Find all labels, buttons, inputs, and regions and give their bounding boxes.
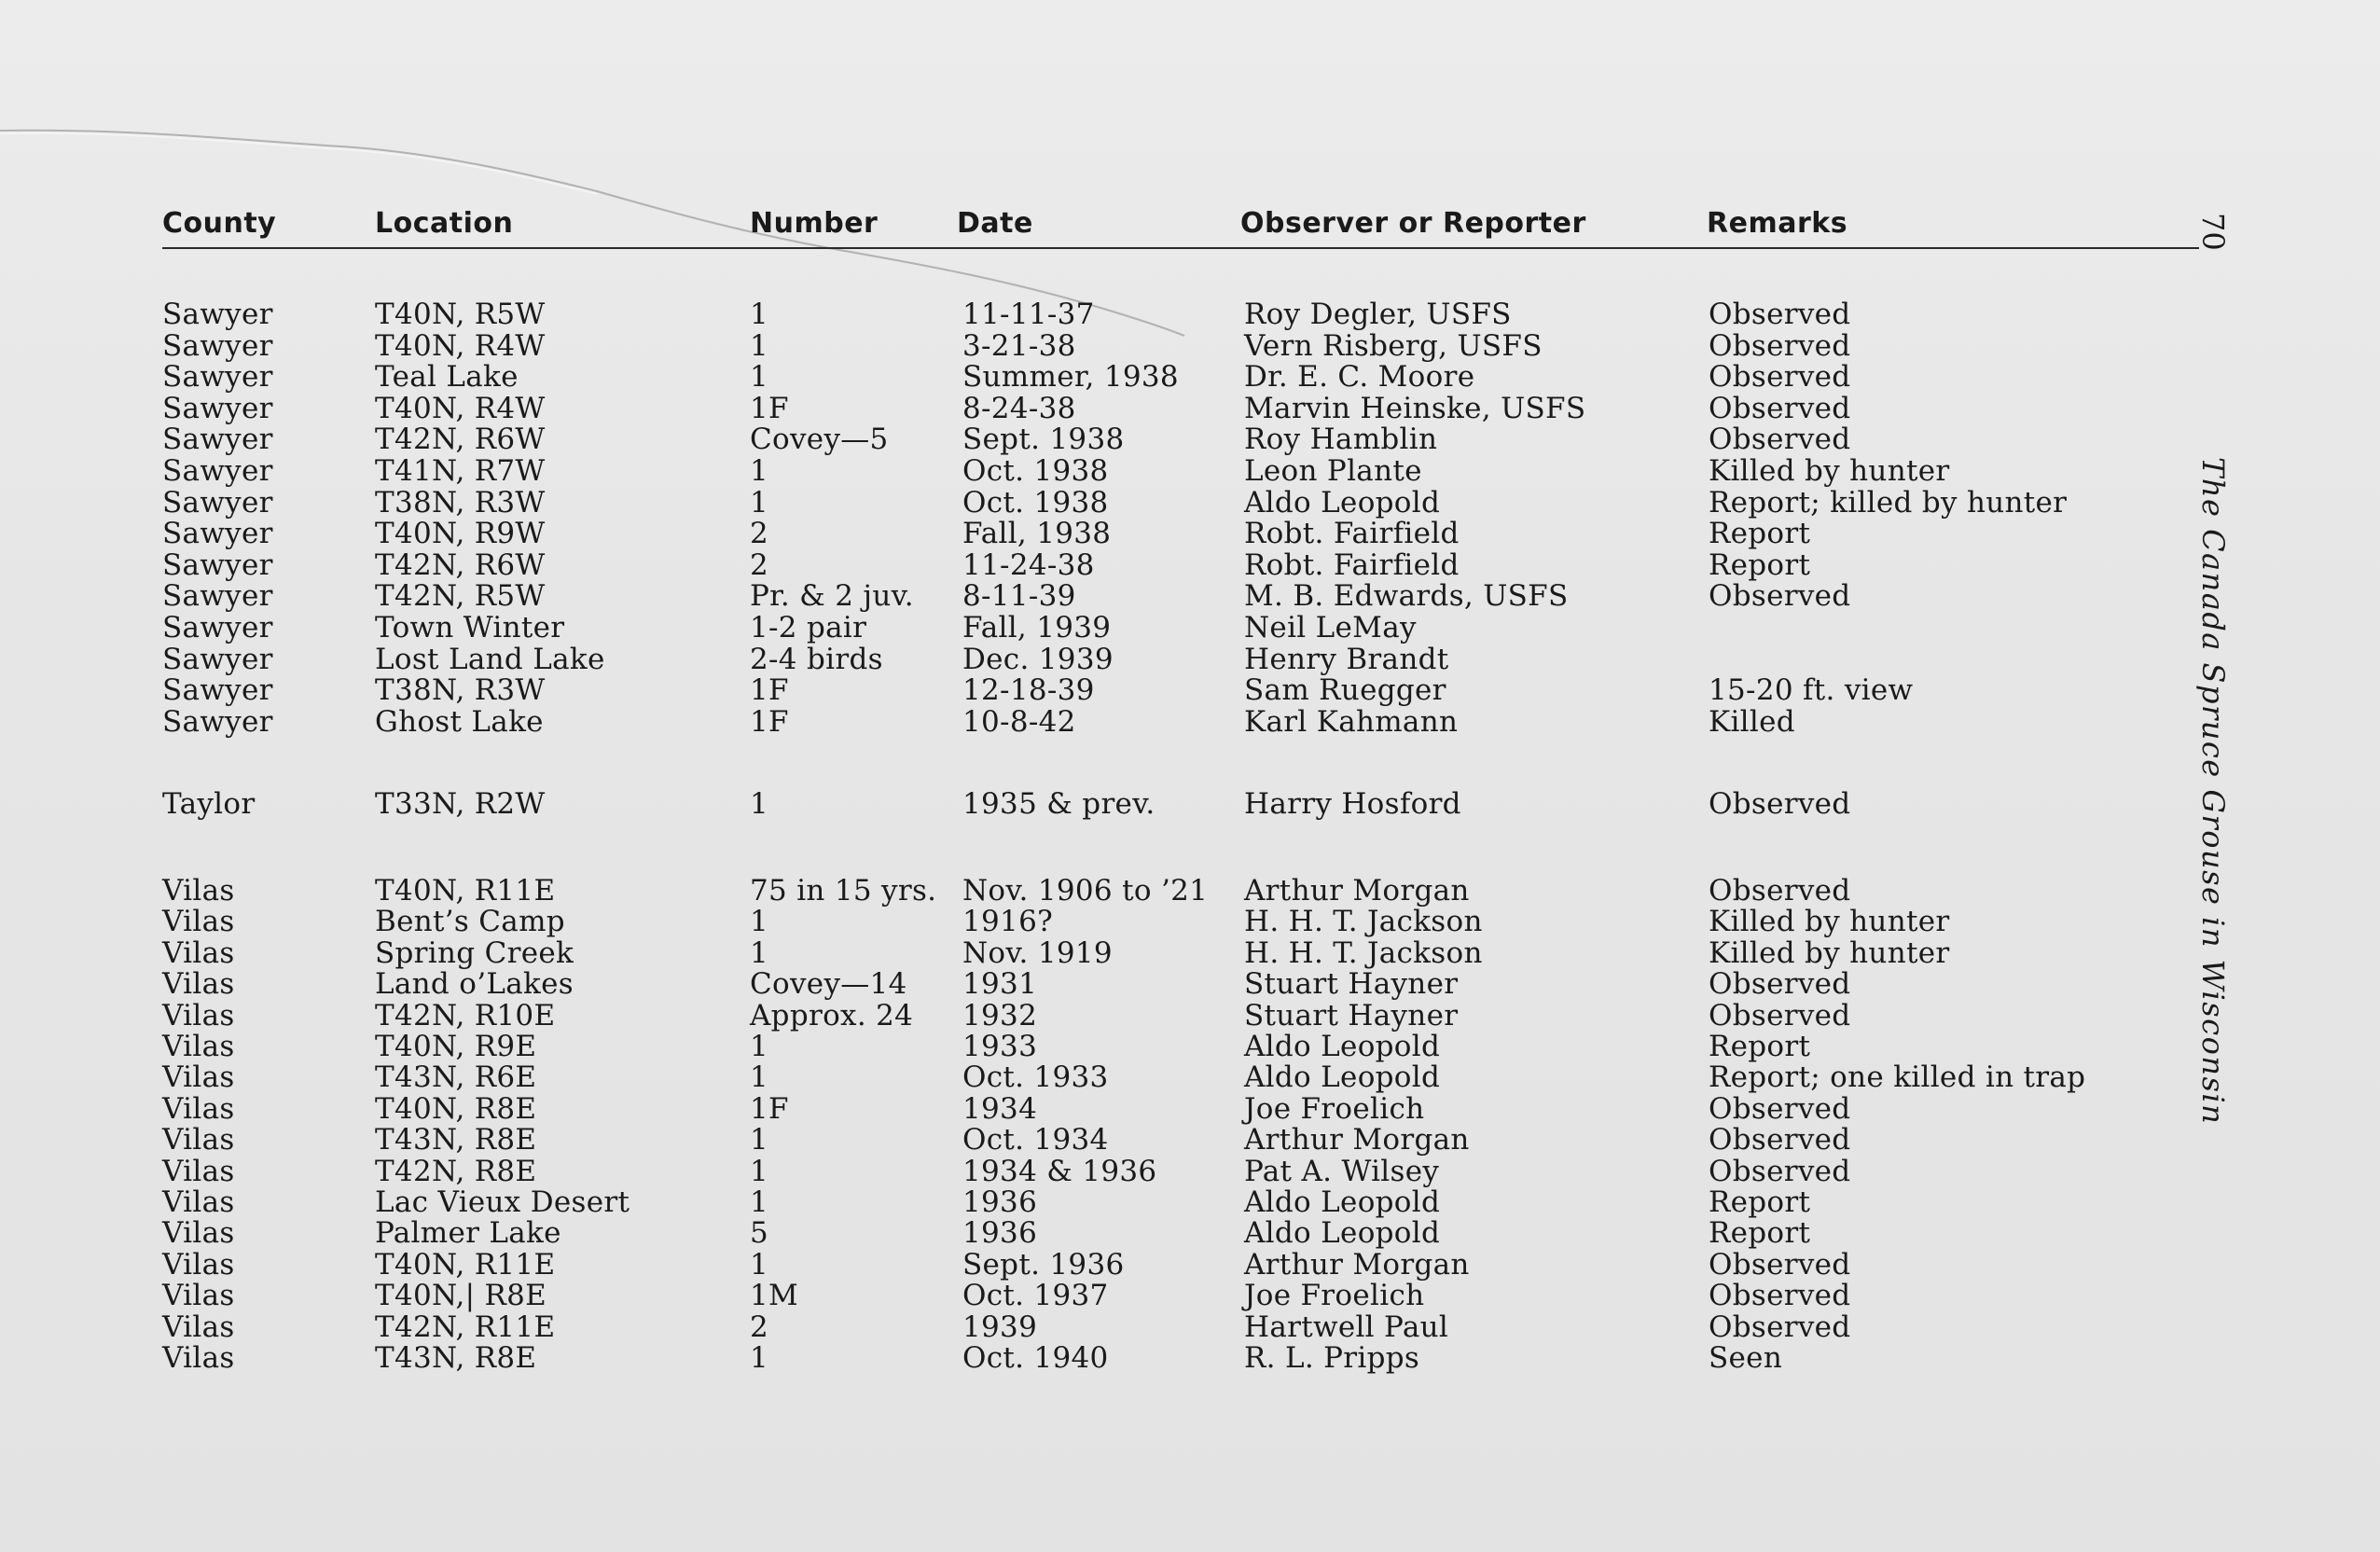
table-row [0, 487, 2380, 519]
header-observer: Observer or Reporter [1240, 207, 1586, 240]
table-row [0, 875, 2380, 907]
date-cell: 3-21-38 [962, 328, 1076, 363]
remarks-cell: Observed [1709, 579, 1851, 614]
number-cell: Covey—5 [750, 423, 889, 457]
location-cell: Ghost Lake [375, 704, 544, 739]
table-row [0, 968, 2380, 1000]
number-cell: 2 [750, 517, 769, 551]
observer-cell: Aldo Leopold [1244, 1030, 1441, 1063]
number-cell: 1 [750, 1185, 769, 1219]
location-cell: T42N, R6W [375, 547, 546, 582]
observer-cell: Sam Ruegger [1244, 673, 1446, 708]
remarks-cell: Killed by hunter [1709, 454, 1950, 488]
number-cell: 1M [750, 1279, 799, 1313]
number-cell: 75 in 15 yrs. [750, 874, 937, 908]
remarks-cell: Observed [1709, 328, 1851, 363]
date-cell: Sept. 1936 [962, 1247, 1125, 1282]
location-cell: T42N, R8E [375, 1154, 537, 1188]
county-cell: Vilas [162, 905, 235, 939]
location-cell: T40N, R8E [375, 1091, 537, 1126]
remarks-cell: Observed [1709, 967, 1851, 1002]
date-cell: 1933 [962, 1030, 1038, 1063]
number-cell: 1 [750, 485, 769, 520]
header-remarks: Remarks [1707, 207, 1848, 240]
number-cell: 1 [750, 787, 769, 821]
header-rule [162, 247, 2199, 249]
number-cell: 1 [750, 935, 769, 970]
location-cell: Lac Vieux Desert [375, 1185, 630, 1219]
number-cell: 2 [750, 547, 769, 582]
number-cell: 1 [750, 1341, 769, 1375]
county-cell: Vilas [162, 1185, 235, 1219]
date-cell: Fall, 1938 [962, 517, 1112, 551]
table-header [0, 207, 2380, 244]
remarks-cell: Observed [1709, 998, 1851, 1032]
county-cell: Vilas [162, 1279, 235, 1313]
table-row [0, 788, 2380, 820]
observer-cell: Arthur Morgan [1244, 1247, 1470, 1282]
date-cell: 1934 [962, 1091, 1038, 1126]
county-cell: Sawyer [162, 391, 273, 425]
header-number: Number [750, 207, 879, 240]
location-cell: T40N, R11E [375, 1247, 556, 1282]
location-cell: T41N, R7W [375, 454, 546, 488]
location-cell: T40N, R9W [375, 517, 546, 551]
observer-cell: Roy Hamblin [1244, 423, 1438, 457]
county-cell: Sawyer [162, 642, 273, 676]
remarks-cell: Observed [1709, 1154, 1851, 1188]
observer-cell: Harry Hosford [1244, 787, 1461, 821]
county-cell: Sawyer [162, 704, 273, 739]
observer-cell: Marvin Heinske, USFS [1244, 391, 1586, 425]
date-cell: Fall, 1939 [962, 611, 1112, 644]
county-cell: Sawyer [162, 673, 273, 708]
location-cell: T33N, R2W [375, 787, 546, 821]
county-cell: Vilas [162, 998, 235, 1032]
number-cell: Approx. 24 [750, 998, 914, 1032]
date-cell: Oct. 1937 [962, 1279, 1109, 1313]
number-cell: Covey—14 [750, 967, 907, 1002]
date-cell: 1934 & 1936 [962, 1154, 1157, 1188]
remarks-cell: Report [1709, 1185, 1811, 1219]
remarks-cell: Report; one killed in trap [1709, 1060, 2086, 1095]
date-cell: Nov. 1906 to ’21 [962, 874, 1209, 908]
date-cell: 12-18-39 [962, 673, 1095, 708]
date-cell: 11-24-38 [962, 547, 1095, 582]
remarks-cell: Observed [1709, 1123, 1851, 1157]
county-cell: Vilas [162, 935, 235, 970]
remarks-cell: Observed [1709, 1279, 1851, 1313]
remarks-cell: Killed by hunter [1709, 905, 1950, 939]
table-row [0, 330, 2380, 362]
location-cell: Town Winter [375, 611, 565, 644]
number-cell: 1 [750, 454, 769, 488]
table-row [0, 549, 2380, 581]
table-row [0, 906, 2380, 937]
remarks-cell: Observed [1709, 423, 1851, 457]
location-cell: Teal Lake [375, 360, 519, 395]
number-cell: 1 [750, 905, 769, 939]
header-county: County [162, 207, 277, 240]
location-cell: T40N, R4W [375, 391, 546, 425]
remarks-cell: Observed [1709, 787, 1851, 821]
table-row [0, 298, 2380, 330]
table-row [0, 1156, 2380, 1187]
observer-cell: Aldo Leopold [1244, 1060, 1441, 1095]
observer-cell: Roy Degler, USFS [1244, 298, 1512, 331]
remarks-cell: Killed by hunter [1709, 935, 1950, 970]
location-cell: T38N, R3W [375, 673, 546, 708]
location-cell: T43N, R6E [375, 1060, 537, 1095]
location-cell: Spring Creek [375, 935, 574, 970]
county-cell: Sawyer [162, 547, 273, 582]
location-cell: T42N, R6W [375, 423, 546, 457]
header-date: Date [957, 207, 1033, 240]
date-cell: Sept. 1938 [962, 423, 1125, 457]
date-cell: 1939 [962, 1310, 1038, 1344]
location-cell: T40N,| R8E [375, 1279, 547, 1313]
observer-cell: Neil LeMay [1244, 611, 1417, 644]
remarks-cell: Report [1709, 1216, 1811, 1251]
location-cell: T40N, R11E [375, 874, 556, 908]
observer-cell: Stuart Hayner [1244, 998, 1459, 1032]
number-cell: 1 [750, 360, 769, 395]
county-cell: Vilas [162, 1154, 235, 1188]
observer-cell: Vern Risberg, USFS [1244, 328, 1543, 363]
number-cell: 1F [750, 391, 789, 425]
county-cell: Sawyer [162, 328, 273, 363]
table-row [0, 674, 2380, 706]
date-cell: 10-8-42 [962, 704, 1076, 739]
county-cell: Vilas [162, 1091, 235, 1126]
table-row [0, 1342, 2380, 1374]
number-cell: 1 [750, 1060, 769, 1095]
location-cell: T40N, R4W [375, 328, 546, 363]
number-cell: 1F [750, 704, 789, 739]
observer-cell: Robt. Fairfield [1244, 517, 1460, 551]
number-cell: 1 [750, 298, 769, 331]
remarks-cell: Report; killed by hunter [1709, 485, 2068, 520]
number-cell: 1 [750, 1247, 769, 1282]
date-cell: Summer, 1938 [962, 360, 1179, 395]
table-row [0, 644, 2380, 675]
observer-cell: Joe Froelich [1244, 1279, 1425, 1313]
date-cell: 8-11-39 [962, 579, 1076, 614]
table-row [0, 1093, 2380, 1125]
table-row [0, 1186, 2380, 1218]
observer-cell: M. B. Edwards, USFS [1244, 579, 1569, 614]
observer-cell: Aldo Leopold [1244, 1185, 1441, 1219]
number-cell: 1 [750, 328, 769, 363]
county-cell: Sawyer [162, 298, 273, 331]
location-cell: T42N, R10E [375, 998, 556, 1032]
number-cell: 5 [750, 1216, 769, 1251]
remarks-cell: Observed [1709, 1091, 1851, 1126]
date-cell: 1931 [962, 967, 1038, 1002]
header-location: Location [375, 207, 514, 240]
location-cell: Bent’s Camp [375, 905, 565, 939]
location-cell: T42N, R11E [375, 1310, 556, 1344]
table-row [0, 937, 2380, 969]
county-cell: Vilas [162, 1060, 235, 1095]
date-cell: Oct. 1938 [962, 454, 1109, 488]
observer-cell: Dr. E. C. Moore [1244, 360, 1475, 395]
table-row [0, 706, 2380, 738]
remarks-cell: Killed [1709, 704, 1795, 739]
remarks-cell: Observed [1709, 1247, 1851, 1282]
number-cell: Pr. & 2 juv. [750, 579, 914, 614]
observer-cell: Pat A. Wilsey [1244, 1154, 1440, 1188]
date-cell: Oct. 1938 [962, 485, 1109, 520]
remarks-cell: Seen [1709, 1341, 1783, 1375]
observer-cell: Aldo Leopold [1244, 485, 1441, 520]
remarks-cell: Report [1709, 547, 1811, 582]
observer-cell: Karl Kahmann [1244, 704, 1459, 739]
table-row [0, 612, 2380, 644]
date-cell: Oct. 1934 [962, 1123, 1109, 1157]
location-cell: T43N, R8E [375, 1123, 537, 1157]
remarks-cell: Observed [1709, 298, 1851, 331]
table-row [0, 1000, 2380, 1032]
observer-cell: R. L. Pripps [1244, 1341, 1420, 1375]
table-row [0, 393, 2380, 424]
county-cell: Sawyer [162, 579, 273, 614]
location-cell: Lost Land Lake [375, 642, 605, 676]
county-cell: Taylor [162, 787, 256, 821]
number-cell: 1 [750, 1123, 769, 1157]
county-cell: Sawyer [162, 611, 273, 644]
observer-cell: Arthur Morgan [1244, 1123, 1470, 1157]
observer-cell: Leon Plante [1244, 454, 1422, 488]
table-row [0, 1311, 2380, 1343]
table-row [0, 423, 2380, 455]
county-cell: Vilas [162, 1341, 235, 1375]
county-cell: Sawyer [162, 360, 273, 395]
observer-cell: Joe Froelich [1244, 1091, 1425, 1126]
date-cell: Nov. 1919 [962, 935, 1113, 970]
county-cell: Vilas [162, 1030, 235, 1063]
date-cell: 1932 [962, 998, 1038, 1032]
county-cell: Vilas [162, 1247, 235, 1282]
remarks-cell: 15-20 ft. view [1709, 673, 1914, 708]
location-cell: T40N, R9E [375, 1030, 537, 1063]
date-cell: Oct. 1933 [962, 1060, 1109, 1095]
observer-cell: Robt. Fairfield [1244, 547, 1460, 582]
number-cell: 1 [750, 1030, 769, 1063]
location-cell: T40N, R5W [375, 298, 546, 331]
table-row [0, 1061, 2380, 1093]
date-cell: Dec. 1939 [962, 642, 1114, 676]
table-row [0, 1249, 2380, 1281]
county-cell: Vilas [162, 1123, 235, 1157]
county-cell: Vilas [162, 967, 235, 1002]
observer-cell: H. H. T. Jackson [1244, 905, 1483, 939]
location-cell: T42N, R5W [375, 579, 546, 614]
county-cell: Sawyer [162, 517, 273, 551]
date-cell: 8-24-38 [962, 391, 1076, 425]
observer-cell: Hartwell Paul [1244, 1310, 1449, 1344]
location-cell: T38N, R3W [375, 485, 546, 520]
table-row [0, 518, 2380, 549]
table-row [0, 1217, 2380, 1249]
remarks-cell: Report [1709, 1030, 1811, 1063]
running-title: The Canada Spruce Grouse in Wisconsin [2195, 457, 2231, 1126]
remarks-cell: Observed [1709, 1310, 1851, 1344]
remarks-cell: Observed [1709, 360, 1851, 395]
table-row [0, 1031, 2380, 1062]
observer-cell: Aldo Leopold [1244, 1216, 1441, 1251]
date-cell: 11-11-37 [962, 298, 1095, 331]
county-cell: Sawyer [162, 485, 273, 520]
date-cell: 1936 [962, 1216, 1038, 1251]
county-cell: Vilas [162, 874, 235, 908]
table-row [0, 1124, 2380, 1156]
remarks-cell: Observed [1709, 391, 1851, 425]
observer-cell: Stuart Hayner [1244, 967, 1459, 1002]
date-cell: 1916? [962, 905, 1054, 939]
number-cell: 1F [750, 1091, 789, 1126]
location-cell: Palmer Lake [375, 1216, 561, 1251]
county-cell: Sawyer [162, 454, 273, 488]
remarks-cell: Observed [1709, 874, 1851, 908]
number-cell: 1-2 pair [750, 611, 867, 644]
table-row [0, 361, 2380, 393]
county-cell: Sawyer [162, 423, 273, 457]
number-cell: 1F [750, 673, 789, 708]
number-cell: 2-4 birds [750, 642, 883, 676]
county-cell: Vilas [162, 1216, 235, 1251]
number-cell: 1 [750, 1154, 769, 1188]
remarks-cell: Report [1709, 517, 1811, 551]
number-cell: 2 [750, 1310, 769, 1344]
date-cell: 1935 & prev. [962, 787, 1155, 821]
date-cell: Oct. 1940 [962, 1341, 1109, 1375]
location-cell: Land o’Lakes [375, 967, 574, 1002]
observer-cell: H. H. T. Jackson [1244, 935, 1483, 970]
table-row [0, 1280, 2380, 1311]
observer-cell: Henry Brandt [1244, 642, 1449, 676]
table-row [0, 580, 2380, 612]
table-row [0, 455, 2380, 487]
date-cell: 1936 [962, 1185, 1038, 1219]
observer-cell: Arthur Morgan [1244, 874, 1470, 908]
page-number: 70 [2195, 213, 2231, 251]
county-cell: Vilas [162, 1310, 235, 1344]
location-cell: T43N, R8E [375, 1341, 537, 1375]
